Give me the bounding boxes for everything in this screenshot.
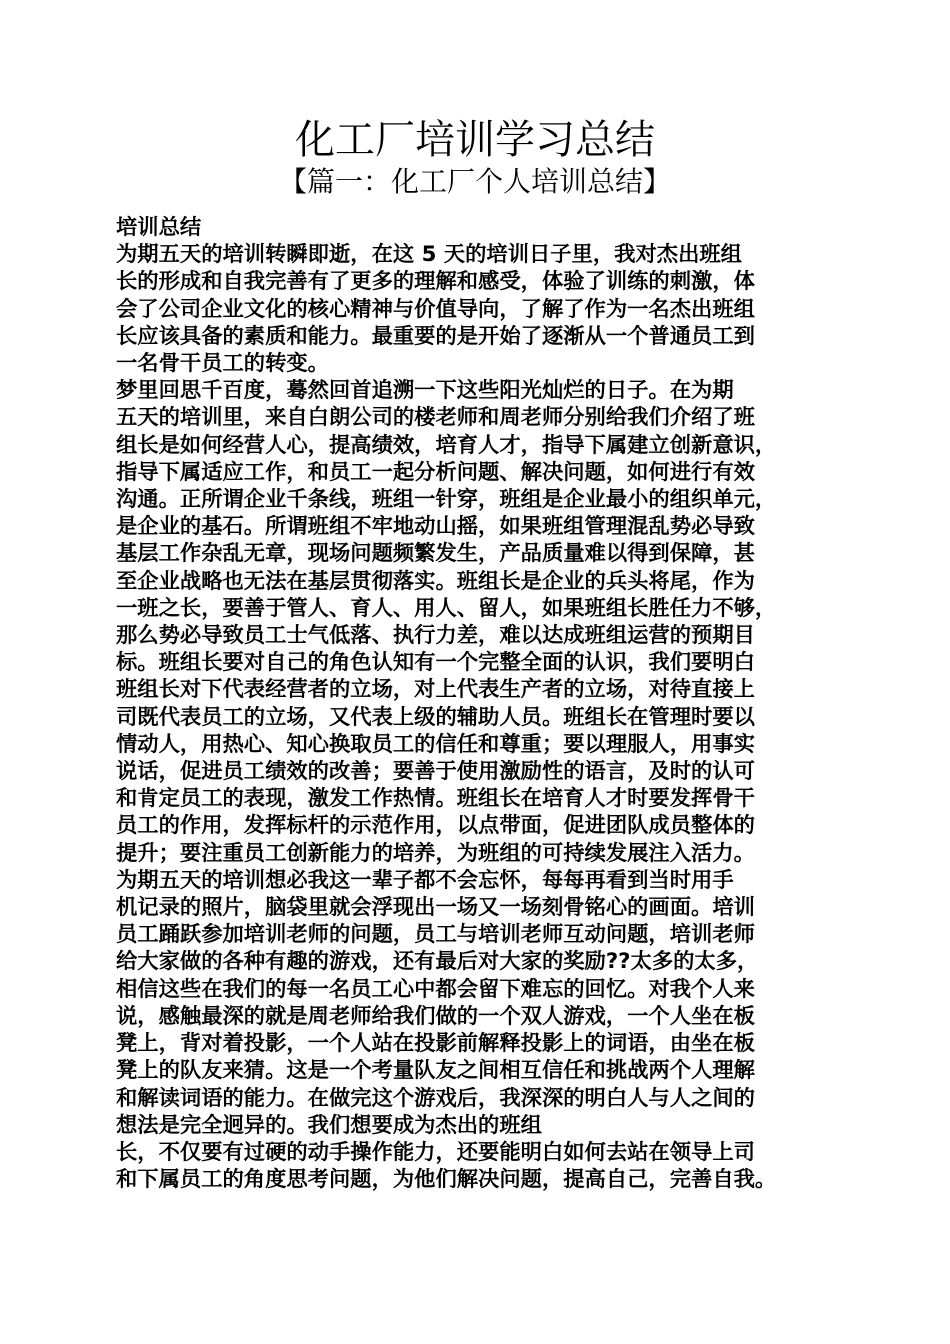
body-text-line: 相信这些在我们的每一名员工心中都会留下难忘的回忆。对我个人来 <box>116 976 755 1002</box>
document-body <box>116 214 852 1193</box>
body-text-line: 一班之长，要善于管人、育人、用人、留人，如果班组长胜任力不够， <box>116 595 777 621</box>
body-text-line: 班组长对下代表经营者的立场，对上代表生产者的立场，对待直接上 <box>116 677 755 703</box>
body-text-line: 长，不仅要有过硬的动手操作能力，还要能明白如何去站在领导上司 <box>116 1139 755 1165</box>
body-text-line: 情动人，用热心、知心换取员工的信任和尊重；要以理服人，用事实 <box>116 731 755 757</box>
body-text-line: 标。班组长要对自己的角色认知有一个完整全面的认识，我们要明白 <box>116 650 755 676</box>
body-text-line: 至企业战略也无法在基层贯彻落实。班组长是企业的兵头将尾，作为 <box>116 568 755 594</box>
body-text-line: 和解读词语的能力。在做完这个游戏后，我深深的明白人与人之间的 <box>116 1085 755 1111</box>
body-text-line: 说话，促进员工绩效的改善；要善于使用激励性的语言，及时的认可 <box>116 759 755 785</box>
body-text-line: 基层工作杂乱无章，现场问题频繁发生，产品质量难以得到保障，甚 <box>116 541 755 567</box>
body-text-line: 凳上的队友来猜。这是一个考量队友之间相互信任和挑战两个人理解 <box>116 1058 755 1084</box>
body-text-line: 想法是完全迥异的。我们想要成为杰出的班组 <box>116 1112 542 1138</box>
body-text-line: 指导下属适应工作，和员工一起分析问题、解决问题，如何进行有效 <box>116 459 755 485</box>
body-text-line: 和下属员工的角度思考问题，为他们解决问题，提高自己，完善自我。 <box>116 1167 777 1193</box>
body-text-line: 和肯定员工的表现，激发工作热情。班组长在培育人才时要发挥骨干 <box>116 786 755 812</box>
body-text-line: 梦里回思千百度，蓦然回首追溯一下这些阳光灿烂的日子。在为期 <box>116 378 734 404</box>
body-text-line: 提升；要注重员工创新能力的培养，为班组的可持续发展注入活力。 <box>116 840 755 866</box>
body-text-line: 培训总结 <box>116 215 202 240</box>
body-text-line: 五天的培训里，来自白朗公司的楼老师和周老师分别给我们介绍了班 <box>116 405 755 431</box>
body-text-line: 机记录的照片，脑袋里就会浮现出一场又一场刻骨铭心的画面。培训 <box>116 895 755 921</box>
body-text-line: 那么势必导致员工士气低落、执行力差，难以达成班组运营的预期目 <box>116 623 755 649</box>
body-text-line: 凳上，背对着投影，一个人站在投影前解释投影上的词语，由坐在板 <box>116 1031 755 1057</box>
body-text-line: 一名骨干员工的转变。 <box>116 351 329 377</box>
document-subtitle: 【篇一：化工厂个人培训总结】 <box>278 165 671 198</box>
body-text-line: 会了公司企业文化的核心精神与价值导向，了解了作为一名杰出班组 <box>116 296 755 322</box>
body-text-line: 长应该具备的素质和能力。最重要的是开始了逐渐从一个普通员工到 <box>116 323 755 349</box>
body-text-line: 员工的作用，发挥标杆的示范作用，以点带面，促进团队成员整体的 <box>116 813 755 839</box>
body-text-line: 沟通。正所谓企业千条线，班组一针穿，班组是企业最小的组织单元， <box>116 487 777 513</box>
body-text-line: 为期五天的培训转瞬即逝，在这 5 天的培训日子里，我对杰出班组 <box>116 242 742 268</box>
body-text-line: 员工踊跃参加培训老师的问题，员工与培训老师互动问题，培训老师 <box>116 922 755 948</box>
body-text-line: 说，感触最深的就是周老师给我们做的一个双人游戏，一个人坐在板 <box>116 1003 755 1029</box>
body-text-line: 为期五天的培训想必我这一辈子都不会忘怀，每每再看到当时用手 <box>116 867 734 893</box>
body-text-line: 给大家做的各种有趣的游戏，还有最后对大家的奖励??太多的太多， <box>116 949 759 975</box>
body-text-line: 组长是如何经营人心，提高绩效，培育人才，指导下属建立创新意识， <box>116 432 777 458</box>
body-text-line: 司既代表员工的立场，又代表上级的辅助人员。班组长在管理时要以 <box>116 704 755 730</box>
body-text-line: 长的形成和自我完善有了更多的理解和感受，体验了训练的刺激，体 <box>116 269 755 295</box>
document-title: 化工厂培训学习总结 <box>295 117 655 163</box>
body-text-line: 是企业的基石。所谓班组不牢地动山摇，如果班组管理混乱势必导致 <box>116 514 755 540</box>
